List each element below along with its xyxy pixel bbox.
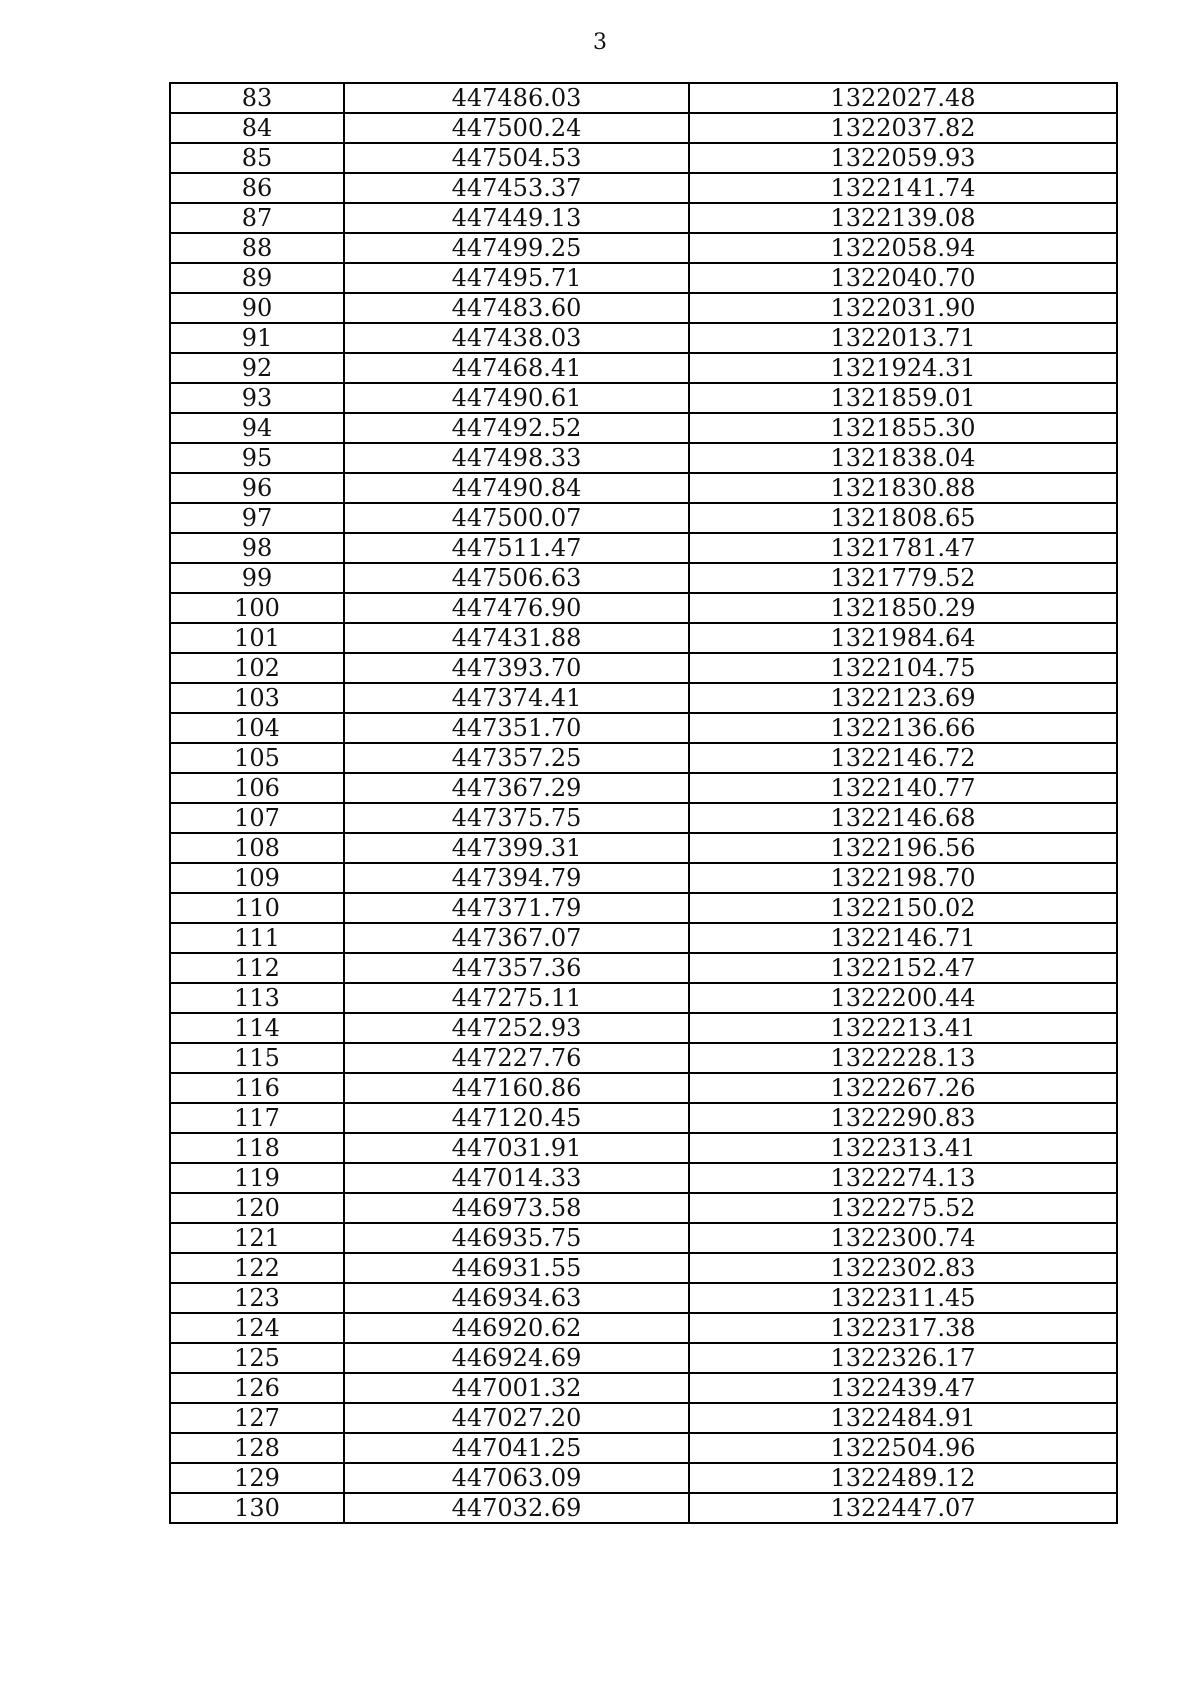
y-coordinate-cell: 1322152.47 xyxy=(689,953,1117,983)
x-coordinate-cell: 447394.79 xyxy=(344,863,689,893)
point-number-cell: 114 xyxy=(170,1013,344,1043)
y-coordinate-cell: 1321781.47 xyxy=(689,533,1117,563)
x-coordinate-cell: 447490.61 xyxy=(344,383,689,413)
x-coordinate-cell: 447393.70 xyxy=(344,653,689,683)
x-coordinate-cell: 447367.07 xyxy=(344,923,689,953)
point-number-cell: 91 xyxy=(170,323,344,353)
page-number: 3 xyxy=(593,30,607,55)
table-row xyxy=(170,323,1117,353)
y-coordinate-cell: 1322267.26 xyxy=(689,1073,1117,1103)
point-number-cell: 128 xyxy=(170,1433,344,1463)
point-number-cell: 102 xyxy=(170,653,344,683)
y-coordinate-cell: 1322302.83 xyxy=(689,1253,1117,1283)
x-coordinate-cell: 447374.41 xyxy=(344,683,689,713)
point-number-cell: 87 xyxy=(170,203,344,233)
y-coordinate-cell: 1322058.94 xyxy=(689,233,1117,263)
table-row xyxy=(170,293,1117,323)
x-coordinate-cell: 447449.13 xyxy=(344,203,689,233)
table-row xyxy=(170,203,1117,233)
x-coordinate-cell: 447227.76 xyxy=(344,1043,689,1073)
x-coordinate-cell: 447351.70 xyxy=(344,713,689,743)
x-coordinate-cell: 447001.32 xyxy=(344,1373,689,1403)
x-coordinate-cell: 446931.55 xyxy=(344,1253,689,1283)
point-number-cell: 125 xyxy=(170,1343,344,1373)
table-row xyxy=(170,683,1117,713)
y-coordinate-cell: 1322504.96 xyxy=(689,1433,1117,1463)
table-row xyxy=(170,1223,1117,1253)
x-coordinate-cell: 447027.20 xyxy=(344,1403,689,1433)
point-number-cell: 121 xyxy=(170,1223,344,1253)
x-coordinate-cell: 447032.69 xyxy=(344,1493,689,1523)
table-row xyxy=(170,743,1117,773)
x-coordinate-cell: 447160.86 xyxy=(344,1073,689,1103)
point-number-cell: 116 xyxy=(170,1073,344,1103)
table-row xyxy=(170,263,1117,293)
point-number-cell: 98 xyxy=(170,533,344,563)
point-number-cell: 110 xyxy=(170,893,344,923)
table-row xyxy=(170,863,1117,893)
point-number-cell: 83 xyxy=(170,83,344,113)
point-number-cell: 130 xyxy=(170,1493,344,1523)
y-coordinate-cell: 1321779.52 xyxy=(689,563,1117,593)
y-coordinate-cell: 1322139.08 xyxy=(689,203,1117,233)
table-row xyxy=(170,383,1117,413)
point-number-cell: 124 xyxy=(170,1313,344,1343)
y-coordinate-cell: 1322274.13 xyxy=(689,1163,1117,1193)
x-coordinate-cell: 447357.36 xyxy=(344,953,689,983)
point-number-cell: 93 xyxy=(170,383,344,413)
table-row xyxy=(170,1313,1117,1343)
table-row xyxy=(170,833,1117,863)
y-coordinate-cell: 1321984.64 xyxy=(689,623,1117,653)
x-coordinate-cell: 447506.63 xyxy=(344,563,689,593)
y-coordinate-cell: 1322198.70 xyxy=(689,863,1117,893)
x-coordinate-cell: 447371.79 xyxy=(344,893,689,923)
y-coordinate-cell: 1322290.83 xyxy=(689,1103,1117,1133)
point-number-cell: 97 xyxy=(170,503,344,533)
y-coordinate-cell: 1322439.47 xyxy=(689,1373,1117,1403)
table-row xyxy=(170,773,1117,803)
y-coordinate-cell: 1322027.48 xyxy=(689,83,1117,113)
table-row xyxy=(170,1283,1117,1313)
y-coordinate-cell: 1322031.90 xyxy=(689,293,1117,323)
table-row xyxy=(170,1493,1117,1523)
point-number-cell: 95 xyxy=(170,443,344,473)
point-number-cell: 126 xyxy=(170,1373,344,1403)
table-row xyxy=(170,893,1117,923)
x-coordinate-cell: 447495.71 xyxy=(344,263,689,293)
point-number-cell: 86 xyxy=(170,173,344,203)
x-coordinate-cell: 447453.37 xyxy=(344,173,689,203)
y-coordinate-cell: 1322013.71 xyxy=(689,323,1117,353)
table-row xyxy=(170,233,1117,263)
x-coordinate-cell: 447498.33 xyxy=(344,443,689,473)
y-coordinate-cell: 1321924.31 xyxy=(689,353,1117,383)
y-coordinate-cell: 1321855.30 xyxy=(689,413,1117,443)
point-number-cell: 129 xyxy=(170,1463,344,1493)
table-row xyxy=(170,563,1117,593)
table-row xyxy=(170,803,1117,833)
x-coordinate-cell: 447399.31 xyxy=(344,833,689,863)
table-body xyxy=(170,83,1117,1523)
y-coordinate-cell: 1322484.91 xyxy=(689,1403,1117,1433)
table-row xyxy=(170,413,1117,443)
point-number-cell: 112 xyxy=(170,953,344,983)
y-coordinate-cell: 1322200.44 xyxy=(689,983,1117,1013)
table-row xyxy=(170,173,1117,203)
point-number-cell: 99 xyxy=(170,563,344,593)
point-number-cell: 107 xyxy=(170,803,344,833)
y-coordinate-cell: 1322447.07 xyxy=(689,1493,1117,1523)
y-coordinate-cell: 1321850.29 xyxy=(689,593,1117,623)
point-number-cell: 100 xyxy=(170,593,344,623)
x-coordinate-cell: 447499.25 xyxy=(344,233,689,263)
y-coordinate-cell: 1322275.52 xyxy=(689,1193,1117,1223)
x-coordinate-cell: 447500.24 xyxy=(344,113,689,143)
x-coordinate-cell: 447492.52 xyxy=(344,413,689,443)
table-row xyxy=(170,113,1117,143)
y-coordinate-cell: 1322300.74 xyxy=(689,1223,1117,1253)
point-number-cell: 111 xyxy=(170,923,344,953)
x-coordinate-cell: 447252.93 xyxy=(344,1013,689,1043)
y-coordinate-cell: 1322136.66 xyxy=(689,713,1117,743)
x-coordinate-cell: 446920.62 xyxy=(344,1313,689,1343)
y-coordinate-cell: 1321830.88 xyxy=(689,473,1117,503)
table-row xyxy=(170,443,1117,473)
point-number-cell: 120 xyxy=(170,1193,344,1223)
point-number-cell: 103 xyxy=(170,683,344,713)
x-coordinate-cell: 447275.11 xyxy=(344,983,689,1013)
point-number-cell: 84 xyxy=(170,113,344,143)
point-number-cell: 119 xyxy=(170,1163,344,1193)
y-coordinate-cell: 1322146.71 xyxy=(689,923,1117,953)
y-coordinate-cell: 1322037.82 xyxy=(689,113,1117,143)
table-row xyxy=(170,1043,1117,1073)
point-number-cell: 127 xyxy=(170,1403,344,1433)
x-coordinate-cell: 446924.69 xyxy=(344,1343,689,1373)
y-coordinate-cell: 1321838.04 xyxy=(689,443,1117,473)
y-coordinate-cell: 1322311.45 xyxy=(689,1283,1117,1313)
point-number-cell: 101 xyxy=(170,623,344,653)
table-row xyxy=(170,1433,1117,1463)
x-coordinate-cell: 447504.53 xyxy=(344,143,689,173)
y-coordinate-cell: 1322040.70 xyxy=(689,263,1117,293)
x-coordinate-cell: 446935.75 xyxy=(344,1223,689,1253)
table-row xyxy=(170,1013,1117,1043)
y-coordinate-cell: 1322059.93 xyxy=(689,143,1117,173)
point-number-cell: 90 xyxy=(170,293,344,323)
table-row xyxy=(170,533,1117,563)
x-coordinate-cell: 447486.03 xyxy=(344,83,689,113)
x-coordinate-cell: 447367.29 xyxy=(344,773,689,803)
point-number-cell: 88 xyxy=(170,233,344,263)
table-row xyxy=(170,713,1117,743)
y-coordinate-cell: 1322196.56 xyxy=(689,833,1117,863)
x-coordinate-cell: 447357.25 xyxy=(344,743,689,773)
table-row xyxy=(170,1103,1117,1133)
table-row xyxy=(170,473,1117,503)
table-row xyxy=(170,623,1117,653)
x-coordinate-cell: 447120.45 xyxy=(344,1103,689,1133)
point-number-cell: 123 xyxy=(170,1283,344,1313)
table-row xyxy=(170,653,1117,683)
point-number-cell: 92 xyxy=(170,353,344,383)
x-coordinate-cell: 447476.90 xyxy=(344,593,689,623)
table-row xyxy=(170,143,1117,173)
table-row xyxy=(170,1073,1117,1103)
table-row xyxy=(170,353,1117,383)
y-coordinate-cell: 1322150.02 xyxy=(689,893,1117,923)
y-coordinate-cell: 1322313.41 xyxy=(689,1133,1117,1163)
table-row xyxy=(170,593,1117,623)
point-number-cell: 115 xyxy=(170,1043,344,1073)
table-row xyxy=(170,953,1117,983)
x-coordinate-cell: 447511.47 xyxy=(344,533,689,563)
table-row xyxy=(170,1133,1117,1163)
y-coordinate-cell: 1322104.75 xyxy=(689,653,1117,683)
x-coordinate-cell: 446934.63 xyxy=(344,1283,689,1313)
x-coordinate-cell: 447375.75 xyxy=(344,803,689,833)
point-number-cell: 105 xyxy=(170,743,344,773)
x-coordinate-cell: 447468.41 xyxy=(344,353,689,383)
point-number-cell: 109 xyxy=(170,863,344,893)
x-coordinate-cell: 446973.58 xyxy=(344,1193,689,1223)
table-row xyxy=(170,83,1117,113)
table-row xyxy=(170,1193,1117,1223)
point-number-cell: 89 xyxy=(170,263,344,293)
y-coordinate-cell: 1321859.01 xyxy=(689,383,1117,413)
x-coordinate-cell: 447438.03 xyxy=(344,323,689,353)
y-coordinate-cell: 1322146.68 xyxy=(689,803,1117,833)
x-coordinate-cell: 447500.07 xyxy=(344,503,689,533)
point-number-cell: 122 xyxy=(170,1253,344,1283)
x-coordinate-cell: 447431.88 xyxy=(344,623,689,653)
y-coordinate-cell: 1322317.38 xyxy=(689,1313,1117,1343)
point-number-cell: 106 xyxy=(170,773,344,803)
x-coordinate-cell: 447483.60 xyxy=(344,293,689,323)
y-coordinate-cell: 1322141.74 xyxy=(689,173,1117,203)
table-row xyxy=(170,1403,1117,1433)
coordinates-table xyxy=(169,82,1118,1524)
point-number-cell: 85 xyxy=(170,143,344,173)
y-coordinate-cell: 1322228.13 xyxy=(689,1043,1117,1073)
point-number-cell: 104 xyxy=(170,713,344,743)
point-number-cell: 113 xyxy=(170,983,344,1013)
point-number-cell: 118 xyxy=(170,1133,344,1163)
x-coordinate-cell: 447490.84 xyxy=(344,473,689,503)
table-row xyxy=(170,1343,1117,1373)
table-row xyxy=(170,983,1117,1013)
table-row xyxy=(170,1163,1117,1193)
y-coordinate-cell: 1322489.12 xyxy=(689,1463,1117,1493)
point-number-cell: 108 xyxy=(170,833,344,863)
table-row xyxy=(170,1373,1117,1403)
table-row xyxy=(170,503,1117,533)
x-coordinate-cell: 447063.09 xyxy=(344,1463,689,1493)
y-coordinate-cell: 1322213.41 xyxy=(689,1013,1117,1043)
y-coordinate-cell: 1322140.77 xyxy=(689,773,1117,803)
y-coordinate-cell: 1322123.69 xyxy=(689,683,1117,713)
y-coordinate-cell: 1322326.17 xyxy=(689,1343,1117,1373)
x-coordinate-cell: 447041.25 xyxy=(344,1433,689,1463)
table-row xyxy=(170,1463,1117,1493)
point-number-cell: 117 xyxy=(170,1103,344,1133)
y-coordinate-cell: 1321808.65 xyxy=(689,503,1117,533)
x-coordinate-cell: 447031.91 xyxy=(344,1133,689,1163)
table-row xyxy=(170,923,1117,953)
point-number-cell: 96 xyxy=(170,473,344,503)
table-row xyxy=(170,1253,1117,1283)
point-number-cell: 94 xyxy=(170,413,344,443)
y-coordinate-cell: 1322146.72 xyxy=(689,743,1117,773)
x-coordinate-cell: 447014.33 xyxy=(344,1163,689,1193)
